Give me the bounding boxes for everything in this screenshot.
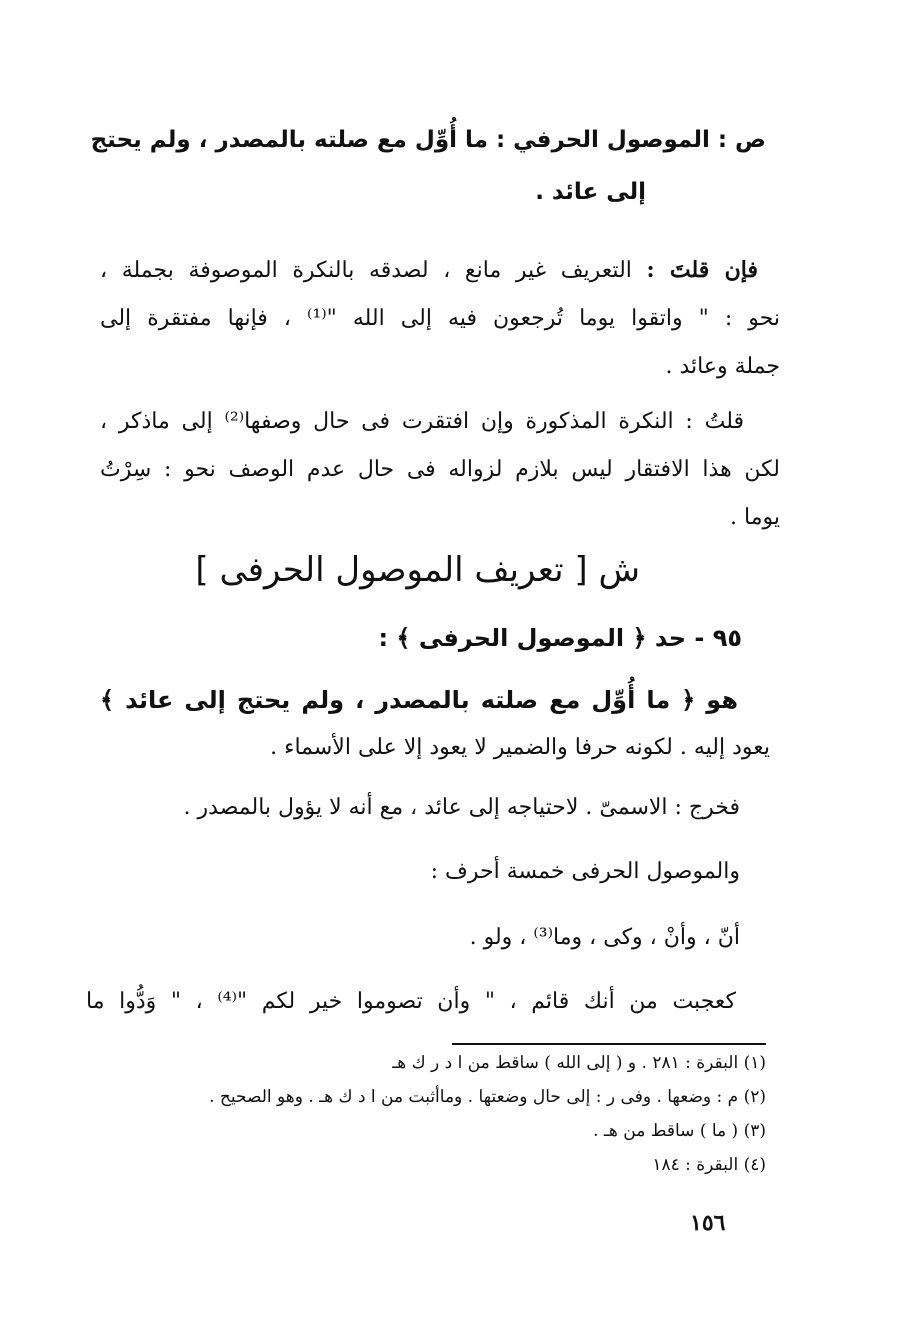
objection-paragraph <box>100 246 780 391</box>
footnote: (٣) ( ما ) ساقط من هـ . <box>593 1121 766 1141</box>
manuscript-line: إلى عائد . <box>535 179 646 205</box>
examples-line <box>86 978 736 1026</box>
paragraph-line <box>100 246 780 295</box>
footnote-divider <box>452 1043 766 1045</box>
definition-heading: ٩٥ - حد ﴿ الموصول الحرفى ﴾ : <box>378 624 742 652</box>
objection-lead: فإن قلتَ : <box>646 257 758 283</box>
footnote: (٢) م : وضعها . وفى ر : إلى حال وضعتها . وماأثبت من ا د ك هـ . وهو الصحيح . <box>209 1087 766 1107</box>
exclusion-line: فخرج : الاسمىّ . لاحتياجه إلى عائد ، مع أنه لا يؤول بالمصدر . <box>183 795 740 820</box>
objection-text: التعريف غير مانع ، لصدقه بالنكرة الموصوفة بجملة ، <box>100 258 632 283</box>
paragraph-line: جملة وعائد . <box>665 354 780 379</box>
count-line: والموصول الحرفى خمسة أحرف : <box>430 859 740 884</box>
definition-line: هو ﴿ ما أُوِّل مع صلته بالمصدر ، ولم يحتج إلى عائد ﴾ <box>100 686 738 714</box>
reply-paragraph <box>100 398 780 542</box>
footnote: (١) البقرة : ٢٨١ . و ( إلى الله ) ساقط من ا د ر ك هـ <box>392 1053 766 1073</box>
paragraph-line: نحو : " واتقوا يوما تُرجعون فيه إلى الله "⁽¹⁾ ، فإنها مفتقرة إلى <box>100 306 780 331</box>
definition-paragraph <box>100 676 770 772</box>
page-number: ١٥٦ <box>690 1210 726 1236</box>
definition-line: يعود إليه . لكونه حرفا والضمير لا يعود إلا على الأسماء . <box>270 735 770 760</box>
footnotes <box>90 1046 766 1182</box>
manuscript-line: ص : الموصول الحرفي : ما أُوِّل مع صلته بالمصدر ، ولم يحتج <box>90 127 766 153</box>
paragraph-line: كعجبت من أنك قائم ، " وأن تصوموا خير لكم "⁽⁴⁾ ، " وَدُّوا ما <box>86 989 736 1014</box>
footnote: (٤) البقرة : ١٨٤ <box>652 1155 766 1175</box>
letters-line: أنّ ، وأنْ ، وكى ، وما⁽³⁾ ، ولو . <box>469 925 740 950</box>
paragraph-line: قلتُ : النكرة المذكورة وإن افتقرت فى حال وصفها⁽²⁾ إلى ماذكر ، <box>100 409 744 434</box>
paragraph-line: لكن هذا الافتقار ليس بلازم لزواله فى حال عدم الوصف نحو : سِرْتُ <box>100 457 780 482</box>
section-heading: ش [ تعريف الموصول الحرفى ] <box>195 550 640 590</box>
manuscript-passage <box>90 114 766 218</box>
paragraph-line: يوما . <box>730 505 780 530</box>
